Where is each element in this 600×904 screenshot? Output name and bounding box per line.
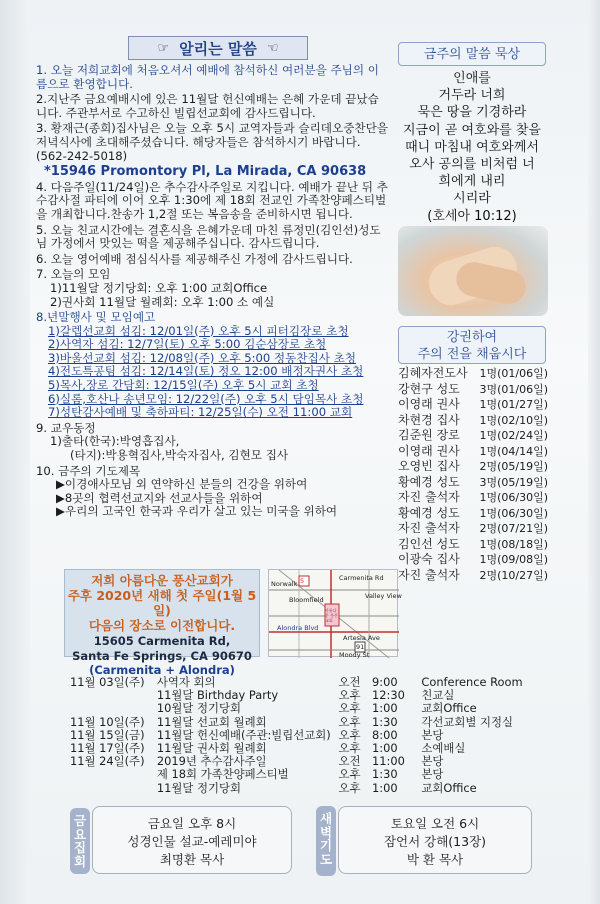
list-item — [398, 568, 548, 584]
meeting-item: 2)권사회 11월달 월례회: 오후 1:00 소 예실 — [50, 294, 275, 309]
event-item: 6)실롬,호산나 송년모임: 12/22일(주) 오후 5시 담임목사 초청 — [48, 391, 364, 406]
giver-count: 1명(01/06일) — [479, 367, 548, 380]
schedule-time: 1:00 — [372, 780, 398, 795]
dawn-prayer-line: 잠언서 강해(13장) — [383, 834, 487, 849]
evangelism-box-title — [398, 326, 546, 364]
meetings-title: 7. 오늘의 모임 — [36, 267, 111, 282]
map-label: Bloomfield — [289, 596, 324, 604]
news-item: (타지):박용혁집사,박숙자집사, 김현모 집사 — [70, 448, 289, 463]
schedule-event: 11월달 선교회 월례회 — [156, 714, 267, 729]
schedule-ampm: 오후 — [338, 727, 361, 742]
list-item — [398, 552, 548, 568]
giver-name: 오영빈 집사 — [398, 459, 460, 473]
giver-count: 1명(04/14일) — [479, 444, 548, 458]
relocation-address: 15605 Carmenita Rd, — [93, 634, 231, 648]
schedule-event: 10월달 정기당회 — [156, 701, 241, 716]
vertical-label-char: 기 — [319, 838, 333, 853]
relocation-line: 다음의 장소로 이전합니다. — [88, 618, 236, 633]
event-item: 2)사역자 섬김: 12/7일(토) 오후 5:00 김순삼장로 초청 — [48, 337, 327, 352]
right-margin — [588, 0, 600, 904]
prayer-title: 10. 금주의 기도제목 — [36, 463, 141, 478]
schedule-time: 1:00 — [372, 701, 398, 716]
schedule-time: 11:00 — [372, 754, 405, 769]
schedule-date: 11월 03일(주) — [70, 675, 145, 689]
map-label: Alondra Blvd — [277, 624, 319, 632]
giver-count: 1명(02/10일) — [479, 413, 548, 427]
giver-name: 이광숙 집사 — [398, 552, 460, 566]
giver-count: 3명(01/06일) — [479, 382, 548, 396]
list-item — [398, 428, 548, 444]
giver-name: 김인선 성도 — [398, 536, 460, 551]
events-title: 8.년말행사 및 모임예고 — [36, 310, 156, 325]
schedule-event: 제 18회 가족찬양페스티벌 — [156, 767, 289, 782]
schedule-row — [70, 716, 530, 729]
giver-name: 황예경 성도 — [398, 474, 460, 489]
location-map — [268, 569, 402, 659]
relocation-address: Santa Fe Springs, CA 90670 — [72, 649, 252, 663]
vertical-label-char: 요 — [73, 826, 87, 842]
schedule-event: 11월달 Birthday Party — [156, 688, 279, 703]
list-item — [398, 413, 548, 429]
giver-count: 1명(09/08일) — [479, 553, 548, 566]
announcements-header — [128, 36, 308, 60]
giver-count: 2명(05/19일) — [479, 460, 548, 473]
verse-box-title: 금주의 말씀 묵상 — [398, 42, 546, 66]
announcement-item: 6. 오늘 영어예배 점심식사를 제공해주신 가정에 감사드립니다. — [36, 251, 353, 266]
verse-line: 거두라 너희 — [438, 88, 506, 104]
schedule-place: 교회Office — [421, 780, 477, 795]
schedule-event: 사역자 회의 — [156, 675, 216, 689]
giver-name: 이영래 권사 — [398, 443, 460, 458]
schedule-place: 본당 — [421, 754, 444, 769]
map-label: Artesia Ave — [343, 634, 380, 642]
schedule-event: 11월달 정기당회 — [156, 780, 241, 795]
schedule-place: 교회Office — [421, 701, 477, 716]
event-item: 4)전도특공팀 섬김: 12/14일(토) 정오 12:00 배정자권사 초청 — [48, 364, 364, 379]
giver-count: 3명(05/19일) — [479, 475, 548, 489]
schedule-ampm: 오후 — [338, 688, 361, 703]
schedule-list — [70, 676, 530, 795]
verse-text — [400, 70, 544, 225]
dawn-prayer-line: 박 환 목사 — [406, 852, 464, 867]
pointing-hand-right-icon: ☞ — [157, 40, 170, 56]
giver-name: 이영래 권사 — [398, 397, 460, 411]
giver-count: 1명(08/18일) — [479, 537, 548, 551]
schedule-ampm: 오후 — [338, 714, 361, 729]
giver-count: 1명(06/30일) — [479, 506, 548, 520]
schedule-date: 11월 24일(주) — [70, 754, 145, 769]
map-label: Norwalk — [271, 580, 298, 588]
verse-line: 때니 마침내 여호와께서 — [405, 139, 539, 155]
verse-line: 희에게 내리 — [438, 174, 506, 190]
announcements-header-label: 알리는 말씀 — [179, 39, 257, 58]
list-item — [398, 366, 548, 382]
schedule-date — [70, 782, 157, 795]
dawn-prayer-line: 토요일 오전 6시 — [390, 816, 480, 831]
news-title: 9. 교우동정 — [36, 420, 96, 435]
relocation-line: 주후 2020년 새해 첫 주일(1월 5일) — [67, 588, 257, 618]
schedule-event: 11월달 권사회 월례회 — [156, 741, 267, 756]
relocation-notice — [64, 569, 260, 677]
schedule-date: 11월 17일(주) — [70, 741, 145, 756]
giver-count: 1명(02/24일) — [479, 429, 548, 442]
list-item — [398, 397, 548, 413]
schedule-ampm: 오후 — [338, 767, 361, 782]
friday-service-line: 성경인물 설교-예레미야 — [127, 834, 257, 849]
evangelism-title-line: 주의 전을 채웁시다 — [417, 347, 527, 362]
giver-name: 강현구 성도 — [398, 381, 460, 396]
dawn-prayer-label — [316, 806, 336, 876]
list-item — [398, 490, 548, 506]
giver-name: 차현경 집사 — [398, 412, 460, 427]
list-item — [398, 537, 548, 553]
vertical-label-char: 집 — [73, 840, 87, 855]
schedule-event: 11월달 헌신예배(주관:빌립선교회) — [156, 727, 331, 742]
announcement-item: 1. 오늘 저희교회에 처음오셔서 예배에 참석하신 여러분을 주님의 이름으로 환영합니다. — [36, 63, 379, 91]
map-label: Moody St — [339, 651, 370, 659]
giver-count: 1명(06/30일) — [479, 491, 548, 504]
event-item: 1)갈렙선교회 섬김: 12/01일(주) 오후 5시 피터김장로 초청 — [48, 323, 349, 338]
list-item — [398, 459, 548, 475]
address-line: *15946 Promontory Pl, La Mirada, CA 90638 — [44, 164, 367, 180]
announcement-item: 2.지난주 금요예배시에 있은 11월달 헌신예배는 은혜 가운데 끝났습니다. 주관부서로 수고하신 빌립선교회에 감사드립니다. — [36, 92, 379, 120]
schedule-row — [70, 768, 530, 781]
schedule-date — [70, 768, 157, 781]
schedule-row — [70, 755, 530, 768]
verse-line: 인애를 — [453, 71, 491, 86]
verse-line: 시리라 — [453, 191, 491, 207]
evangelism-title-line: 강권하여 — [446, 330, 498, 345]
schedule-ampm: 오후 — [338, 741, 361, 756]
giver-name: 자진 출석자 — [398, 490, 460, 504]
vertical-label-char: 벽 — [319, 824, 333, 840]
friday-service-line: 최명환 목사 — [159, 852, 225, 867]
map-label: Carmenita Rd — [339, 574, 384, 582]
list-item — [398, 444, 548, 460]
news-item: 1)출타(한국):박영흡집사, — [50, 434, 180, 449]
announcement-item: 5. 오늘 친교시간에는 결혼식을 은혜가운데 마친 류정민(김인선)성도님 가정에서 맛있는 떡을 제공해주십니다. 감사드립니다. — [36, 222, 381, 251]
praying-hands-photo — [398, 226, 548, 316]
schedule-row — [70, 676, 530, 689]
schedule-place: 각선교회별 지정실 — [421, 714, 514, 729]
friday-service-label — [70, 808, 90, 874]
schedule-place: 본당 — [421, 727, 444, 742]
schedule-time: 9:00 — [372, 675, 398, 689]
giver-name: 자진 출석자 — [398, 567, 460, 582]
prayer-item: ▶이경애사모님 외 연약하신 분들의 건강을 위하여 — [56, 477, 308, 492]
verse-line: 묵은 땅을 기경하라 — [417, 105, 527, 121]
giver-name: 김혜자전도사 — [398, 366, 468, 380]
schedule-place: 소예배실 — [421, 741, 466, 756]
giver-name: 김준원 장로 — [398, 428, 460, 442]
schedule-ampm: 오전 — [338, 754, 361, 769]
event-item: 3)바울선교회 섬김: 12/08일(주) 오후 5:00 정동찬집사 초청 — [48, 350, 357, 365]
prayer-item: ▶우리의 고국인 한국과 우리가 살고 있는 미국을 위하여 — [56, 504, 338, 519]
evangelism-list — [398, 366, 548, 583]
schedule-ampm: 오전 — [338, 675, 361, 689]
schedule-event: 2019년 추수감사주일 — [156, 754, 267, 769]
schedule-place: 본당 — [421, 767, 444, 782]
vertical-label-char: 새 — [319, 811, 333, 826]
vertical-label-char: 회 — [73, 853, 87, 869]
event-item: 7)성탄감사예배 및 축하파티: 12/25일(수) 오전 11:00 교회 — [48, 405, 353, 420]
map-label: Valley View — [365, 592, 402, 600]
friday-service-box — [92, 806, 292, 874]
announcements-list — [36, 64, 388, 519]
verse-line: 지금이 곧 여호와를 찾을 — [403, 122, 541, 138]
pointing-hand-left-icon: ☜ — [266, 40, 279, 56]
list-item — [398, 382, 548, 398]
relocation-line: 저희 아름다운 풍산교회가 — [91, 573, 233, 588]
event-item: 5)목사,장로 간담회: 12/15일(주) 오후 5시 교회 초청 — [48, 378, 319, 393]
verse-line: 오사 공의를 비처럼 너 — [409, 157, 535, 173]
dawn-prayer-box — [338, 806, 532, 874]
map-label: 5 — [300, 577, 305, 585]
schedule-time: 8:00 — [372, 727, 398, 742]
schedule-row — [70, 782, 530, 795]
schedule-row — [70, 702, 530, 715]
schedule-time: 1:30 — [372, 714, 398, 729]
giver-count: 1명(01/27일) — [479, 398, 548, 411]
list-item — [398, 506, 548, 522]
schedule-date — [70, 702, 157, 715]
schedule-time: 1:00 — [372, 741, 398, 756]
giver-count: 2명(10/27일) — [479, 568, 548, 582]
vertical-label-char: 도 — [319, 851, 333, 867]
friday-service-line: 금요일 오후 8시 — [147, 816, 237, 831]
giver-count: 2명(07/21일) — [479, 522, 548, 535]
giver-name: 황예경 성도 — [398, 505, 460, 520]
meeting-item: 1)11월달 정기당회: 오후 1:00 교회Office — [50, 280, 268, 295]
verse-reference: (호세아 10:12) — [427, 208, 517, 224]
schedule-date: 11월 10일(주) — [70, 714, 145, 729]
schedule-time: 1:30 — [372, 767, 398, 782]
left-margin — [0, 0, 30, 904]
schedule-ampm: 오후 — [338, 780, 361, 795]
schedule-time: 12:30 — [372, 688, 405, 703]
map-label: 91 — [356, 643, 365, 651]
list-item — [398, 521, 548, 537]
vertical-label-char: 금 — [73, 813, 87, 828]
prayer-item: ▶8곳의 협력선교지와 선교사들을 위하여 — [56, 490, 263, 505]
announcement-item: 3. 황재근(종희)집사님은 오늘 오후 5시 교역자들과 슬리데오중찬단을 저녁식사에 초대해주셨습니다. 해당자들은 참석하시기 바랍니다.(562-242-5018) — [36, 121, 388, 163]
schedule-date: 11월 15일(금) — [70, 727, 145, 742]
giver-name: 자진 출석자 — [398, 521, 460, 535]
church-label: 아름다운 풍산교회 — [325, 608, 338, 623]
schedule-place: 친교실 — [421, 688, 455, 703]
relocation-cross-streets: (Carmenita + Alondra) — [89, 663, 235, 677]
schedule-ampm: 오후 — [338, 701, 361, 716]
schedule-date — [70, 689, 157, 702]
announcement-item: 4. 다음주일(11/24일)은 추수감사주일로 지킵니다. 예배가 끝난 뒤 추수감사절 파티에 이어 오후 1:30에 제 18회 전교인 가족찬양페스티벌을 개최합니다.찬송가 1,2절 또는 복음송을 준비하시면 됩니다. — [36, 179, 388, 221]
schedule-place: Conference Room — [421, 675, 523, 689]
list-item — [398, 475, 548, 491]
